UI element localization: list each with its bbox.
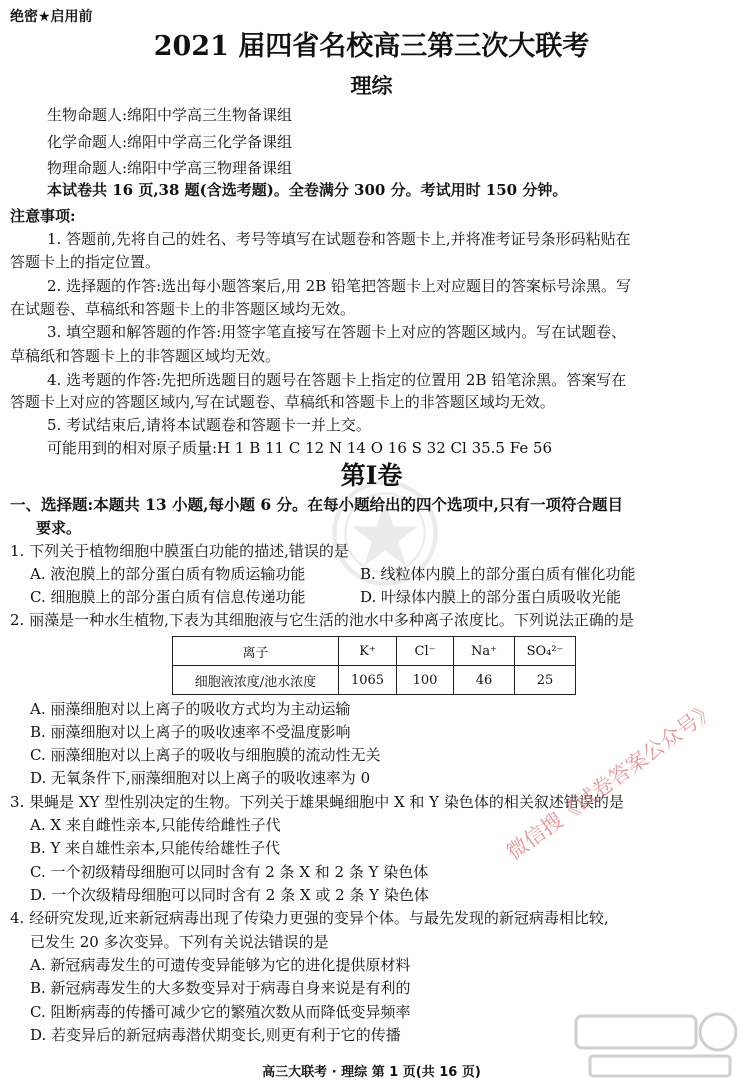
table-cell: 25 [515, 666, 576, 695]
table-cell: 46 [454, 666, 515, 695]
q3-option-d: D. 一个次级精母细胞可以同时含有 2 条 X 或 2 条 Y 染色体 [30, 886, 429, 904]
table-header-cell: SO₄²⁻ [515, 637, 576, 666]
page-footer: 高三大联考 · 理综 第 1 页(共 16 页) [262, 1065, 481, 1080]
note-line: 5. 考试结束后,请将本试题卷和答题卡一并上交。 [47, 416, 371, 434]
note-line: 在试题卷、草稿纸和答题卡上的非答题区域均无效。 [10, 300, 356, 318]
q2-option-d: D. 无氧条件下,丽藻细胞对以上离子的吸收速率为 0 [30, 769, 371, 787]
table-header-cell: Cl⁻ [397, 637, 454, 666]
table-cell: 细胞液浓度/池水浓度 [173, 666, 339, 695]
question-4-stem: 4. 经研究发现,近来新冠病毒出现了传染力更强的变异个体。与最先发现的新冠病毒相比较, [10, 909, 609, 927]
table-row [173, 666, 576, 695]
q1-option-d: D. 叶绿体内膜上的部分蛋白质吸收光能 [360, 588, 622, 606]
q3-option-c: C. 一个初级精母细胞可以同时含有 2 条 X 和 2 条 Y 染色体 [30, 863, 429, 881]
q3-option-a: A. X 来自雌性亲本,只能传给雌性子代 [30, 816, 281, 834]
q1-option-b: B. 线粒体内膜上的部分蛋白质有催化功能 [360, 565, 636, 583]
wechat-watermark: 微信搜《试卷答案公众号》 [502, 697, 721, 865]
question-2-stem: 2. 丽藻是一种水生植物,下表为其细胞液与它生活的池水中多种离子浓度比。下列说法正确的是 [10, 611, 634, 629]
note-line: 2. 选择题的作答:选出每小题答案后,用 2B 铅笔把答题卡上对应题目的答案标号涂黑。写 [47, 277, 632, 295]
table-header-row [173, 637, 576, 666]
setter-physics: 物理命题人:绵阳中学高三物理备课组 [47, 159, 293, 177]
setter-chemistry: 化学命题人:绵阳中学高三化学备课组 [47, 133, 293, 151]
exam-subject: 理综 [350, 73, 393, 98]
q2-option-b: B. 丽藻细胞对以上离子的吸收速率不受温度影响 [30, 723, 351, 741]
q1-option-c: C. 细胞膜上的部分蛋白质有信息传递功能 [30, 588, 306, 606]
question-4-stem-cont: 已发生 20 多次变异。下列有关说法错误的是 [30, 933, 329, 951]
note-line: 3. 填空题和解答题的作答:用签字笔直接写在答题卡上对应的答题区域内。写在试题卷、 [47, 323, 627, 341]
note-line: 1. 答题前,先将自己的姓名、考号等填写在试题卷和答题卡上,并将准考证号条形码粘贴在 [47, 230, 631, 248]
section-heading-cont: 要求。 [36, 519, 82, 537]
section-heading: 一、选择题:本题共 13 小题,每小题 6 分。在每小题给出的四个选项中,只有一项符合题目 [10, 495, 623, 514]
q4-option-c: C. 阻断病毒的传播可减少它的繁殖次数从而降低变异频率 [30, 1003, 411, 1021]
notes-heading: 注意事项: [10, 207, 76, 225]
question-3-stem: 3. 果蝇是 XY 型性别决定的生物。下列关于雄果蝇细胞中 X 和 Y 染色体的相关叙述错误的是 [10, 793, 624, 811]
q4-option-a: A. 新冠病毒发生的可遗传变异能够为它的进化提供原材料 [30, 956, 411, 974]
note-line: 答题卡上对应的答题区域内,写在试题卷、草稿纸和答题卡上的非答题区域均无效。 [10, 393, 555, 411]
exam-title: 2021 届四省名校高三第三次大联考 [153, 31, 590, 62]
atomic-masses: 可能用到的相对原子质量:H 1 B 11 C 12 N 14 O 16 S 32 Cl 35.5 Fe 56 [47, 439, 553, 457]
q3-option-b: B. Y 来自雄性亲本,只能传给雄性子代 [30, 839, 280, 857]
exam-info: 本试卷共 16 页,38 题(含选考题)。全卷满分 300 分。考试用时 150 分钟。 [47, 181, 568, 199]
volume-title: 第Ⅰ卷 [340, 461, 403, 490]
note-line: 草稿纸和答题卡上的非答题区域均无效。 [10, 347, 281, 365]
note-line: 4. 选考题的作答:先把所选题目的题号在答题卡上指定的位置用 2B 铅笔涂黑。答案写在 [47, 371, 627, 389]
table-cell: 1065 [339, 666, 397, 695]
q4-option-d: D. 若变异后的新冠病毒潜伏期变长,则更有利于它的传播 [30, 1026, 401, 1044]
ion-concentration-table [172, 636, 576, 695]
table-header-cell: 离子 [173, 637, 339, 666]
q4-option-b: B. 新冠病毒发生的大多数变异对于病毒自身来说是有利的 [30, 979, 411, 997]
note-line: 答题卡上的指定位置。 [10, 253, 161, 271]
q2-option-a: A. 丽藻细胞对以上离子的吸收方式均为主动运输 [30, 700, 351, 718]
table-header-cell: Na⁺ [454, 637, 515, 666]
question-1-stem: 1. 下列关于植物细胞中膜蛋白功能的描述,错误的是 [10, 542, 349, 560]
confidential-label: 绝密★启用前 [10, 9, 93, 25]
setter-biology: 生物命题人:绵阳中学高三生物备课组 [47, 106, 293, 124]
q1-option-a: A. 液泡膜上的部分蛋白质有物质运输功能 [30, 565, 306, 583]
table-header-cell: K⁺ [339, 637, 397, 666]
q2-option-c: C. 丽藻细胞对以上离子的吸收与细胞膜的流动性无关 [30, 746, 381, 764]
table-cell: 100 [397, 666, 454, 695]
